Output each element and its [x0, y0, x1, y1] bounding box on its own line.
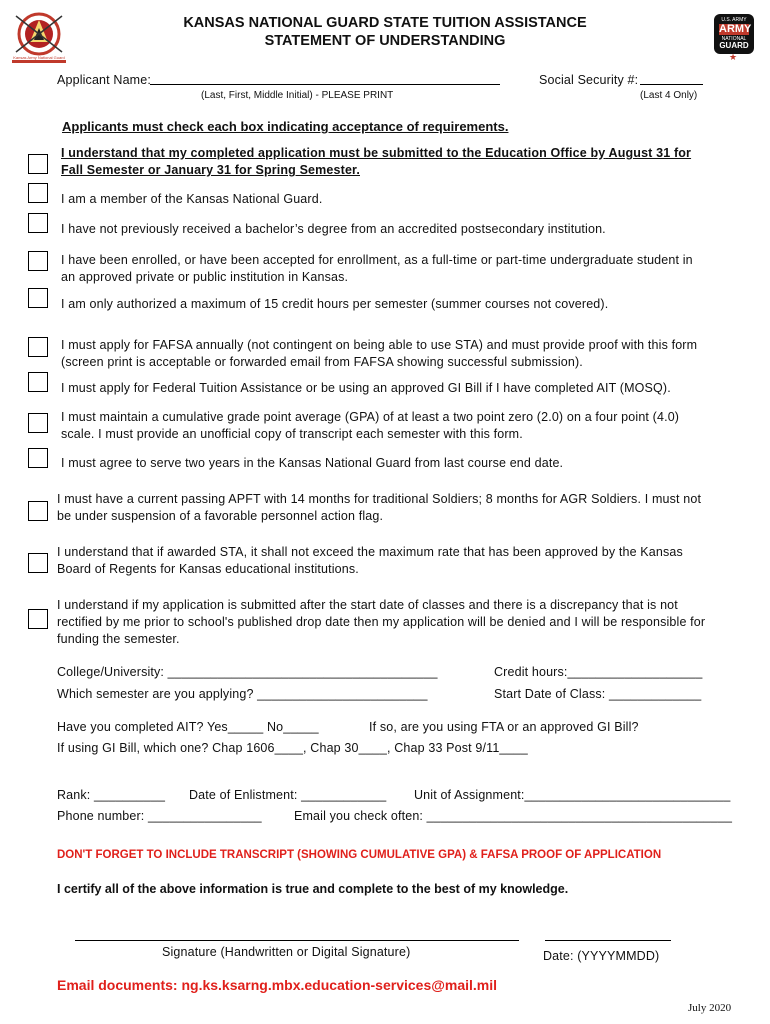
- form-title-line2: STATEMENT OF UNDERSTANDING: [264, 33, 506, 49]
- requirement-12-line1: I understand if my application is submitted after the start date of classes and there is a discrepancy that is not: [57, 598, 678, 612]
- requirement-8: [61, 409, 761, 443]
- checkbox-req-12[interactable]: [28, 609, 48, 629]
- phone-field[interactable]: Phone number: ________________: [57, 809, 262, 823]
- date-line[interactable]: [545, 940, 671, 941]
- requirement-2: I am a member of the Kansas National Guard.: [61, 192, 323, 206]
- start-date-field[interactable]: Start Date of Class: _____________: [494, 687, 702, 701]
- requirement-11: [57, 544, 767, 578]
- requirement-10: [57, 491, 767, 525]
- ssn-label: Social Security #:: [539, 73, 639, 87]
- requirement-6-line1: I must apply for FAFSA annually (not contingent on being able to use STA) and must provide proof with this form: [61, 338, 698, 352]
- requirement-9: I must agree to serve two years in the Kansas National Guard from last course end date.: [61, 456, 564, 470]
- ssn-hint: (Last 4 Only): [640, 90, 698, 101]
- badge-national-text: NATIONAL: [721, 36, 747, 42]
- college-field[interactable]: College/University: ______________________________________: [57, 665, 438, 679]
- requirement-3: I have not previously received a bachelor’s degree from an accredited postsecondary institution.: [61, 222, 606, 236]
- requirement-10-line2: be under suspension of a favorable personnel action flag.: [57, 509, 384, 523]
- requirement-11-line1: I understand that if awarded STA, it shall not exceed the maximum rate that has been approved by the Kansas: [57, 545, 683, 559]
- badge-top-text: U.S. ARMY: [721, 17, 747, 23]
- checkbox-req-6[interactable]: [28, 337, 48, 357]
- requirement-4-line1: I have been enrolled, or have been accepted for enrollment, as a full-time or part-time undergraduate student in: [61, 253, 693, 267]
- requirement-8-line1: I must maintain a cumulative grade point average (GPA) of at least a two point zero (2.0) on a four point (4.0): [61, 410, 680, 424]
- requirement-11-line2: Board of Regents for Kansas educational institutions.: [57, 562, 359, 576]
- applicant-name-field[interactable]: [150, 84, 500, 85]
- ssn-field[interactable]: [640, 84, 703, 85]
- badge-guard-text: GUARD: [719, 41, 749, 50]
- applicant-name-hint: (Last, First, Middle Initial) - PLEASE PRINT: [201, 90, 394, 101]
- requirement-12-line3: funding the semester.: [57, 632, 180, 646]
- requirement-4-line2: an approved private or public institution in Kansas.: [61, 270, 349, 284]
- email-field[interactable]: Email you check often: ___________________________________________: [294, 809, 733, 823]
- requirement-6: [61, 337, 766, 371]
- requirement-5: I am only authorized a maximum of 15 credit hours per semester (summer courses not covered).: [61, 297, 609, 311]
- rank-field[interactable]: Rank: __________: [57, 788, 166, 802]
- checkbox-req-2[interactable]: [28, 183, 48, 203]
- signature-label: Signature (Handwritten or Digital Signature): [162, 945, 411, 959]
- revision-date: July 2020: [688, 1002, 732, 1014]
- date-label: Date: (YYYYMMDD): [543, 949, 660, 963]
- badge-army-text: ARMY: [719, 23, 752, 35]
- checkbox-req-5[interactable]: [28, 288, 48, 308]
- badge-star-icon: ★: [729, 52, 738, 62]
- credit-hours-field[interactable]: Credit hours:___________________: [494, 665, 703, 679]
- checkbox-req-7[interactable]: [28, 372, 48, 392]
- requirement-1-part1: I understand that my completed application must be submitted to t: [61, 146, 467, 160]
- seal-caption: Kansas Army National Guard: [13, 55, 65, 60]
- gi-bill-field[interactable]: If using GI Bill, which one? Chap 1606____, Chap 30____, Chap 33 Post 9/11____: [57, 741, 528, 755]
- unit-field[interactable]: Unit of Assignment:_____________________________: [414, 788, 731, 802]
- checkbox-req-8[interactable]: [28, 413, 48, 433]
- checkbox-req-10[interactable]: [28, 501, 48, 521]
- certification-statement: I certify all of the above information is true and complete to the best of my knowledge.: [57, 882, 569, 896]
- requirement-12: [57, 597, 767, 648]
- ait-field[interactable]: Have you completed AIT? Yes_____ No_____: [57, 720, 319, 734]
- requirement-1-line2: Fall Semester or January 31 for Spring Semester.: [61, 163, 360, 177]
- form-title-line1: KANSAS NATIONAL GUARD STATE TUITION ASSISTANCE: [183, 15, 587, 31]
- signature-line[interactable]: [75, 940, 519, 941]
- requirement-1: [61, 145, 761, 179]
- requirement-1-part4: August 31 for: [608, 146, 692, 160]
- requirement-10-line1: I must have a current passing APFT with 14 months for traditional Soldiers; 8 months for AGR Soldiers. I must not: [57, 492, 702, 506]
- checkbox-req-9[interactable]: [28, 448, 48, 468]
- checkbox-req-3[interactable]: [28, 213, 48, 233]
- requirement-4: [61, 252, 761, 286]
- requirement-8-line2: scale. I must provide an unofficial copy of transcript each semester with this form.: [61, 427, 523, 441]
- requirement-6-line2: (screen print is acceptable or forwarded email from FAFSA showing successful submission).: [61, 355, 583, 369]
- checkbox-req-1[interactable]: [28, 154, 48, 174]
- transcript-reminder: DON'T FORGET TO INCLUDE TRANSCRIPT (SHOWING CUMULATIVE GPA) & FAFSA PROOF OF APPLICATION: [57, 849, 662, 861]
- instructions-heading: Applicants must check each box indicating acceptance of requirements.: [62, 119, 509, 134]
- requirement-12-line2: rectified by me prior to school's published drop date then my application will be denied and I will be responsible for: [57, 615, 706, 629]
- fta-question: If so, are you using FTA or an approved GI Bill?: [369, 720, 639, 734]
- checkbox-req-4[interactable]: [28, 251, 48, 271]
- email-documents-instruction: Email documents: ng.ks.ksarng.mbx.education-services@mail.mil: [57, 977, 498, 993]
- requirement-7: I must apply for Federal Tuition Assistance or be using an approved GI Bill if I have completed AIT (MOSQ).: [61, 381, 671, 395]
- semester-field[interactable]: Which semester are you applying? ________________________: [57, 687, 428, 701]
- applicant-name-label: Applicant Name:: [57, 73, 151, 87]
- requirement-1-part2: he Education Office by: [466, 146, 606, 160]
- enlistment-date-field[interactable]: Date of Enlistment: ____________: [189, 788, 387, 802]
- checkbox-req-11[interactable]: [28, 553, 48, 573]
